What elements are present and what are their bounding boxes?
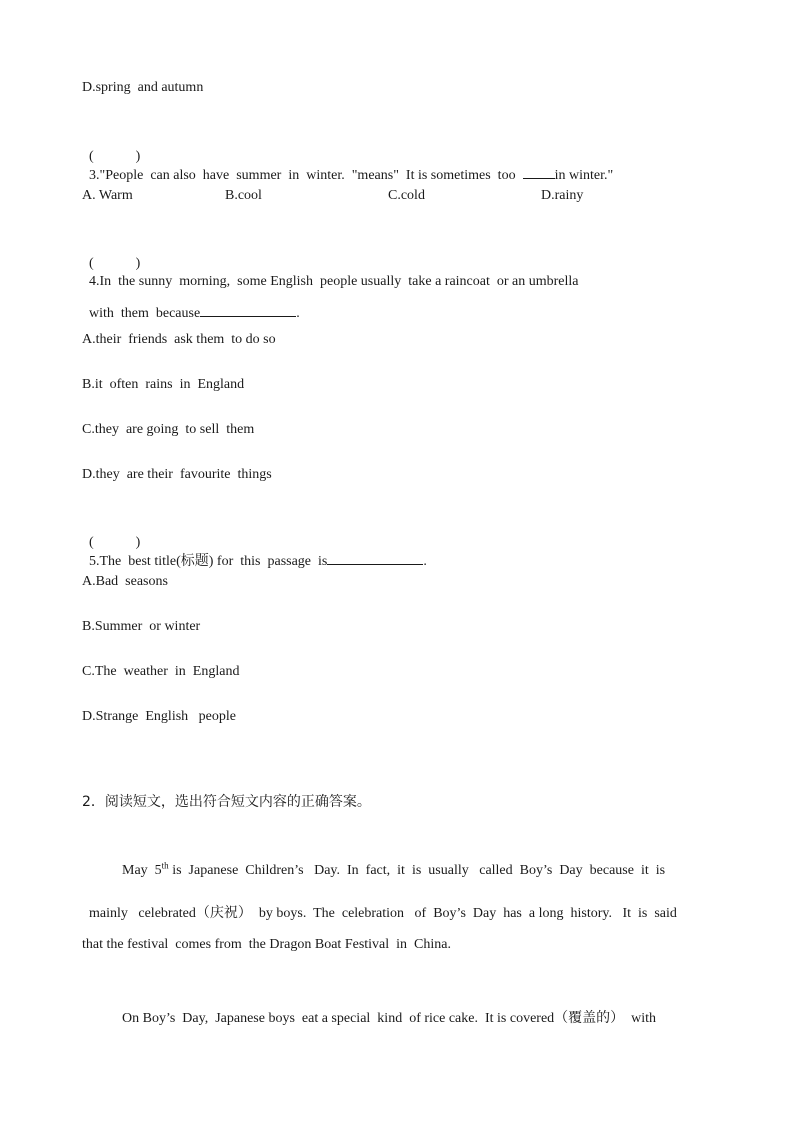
q4-option-b: B.it often rains in England xyxy=(82,377,245,392)
q3-option-c: C.cold xyxy=(388,188,425,203)
passage-superscript-th: th xyxy=(161,860,169,871)
q4-stem-text-2: with them because xyxy=(89,306,201,321)
passage-p1-line1 xyxy=(115,844,665,880)
q3-option-a: A. Warm xyxy=(82,188,133,203)
passage-p1-line2-a: mainly celebrated（ xyxy=(89,906,210,921)
passage-p2-line1-a: On Boy’s Day, Japanese boys eat a special kind of rice cake. It is covered（ xyxy=(122,1011,569,1026)
passage-p1-text-b: is Japanese Children’s Day. In fact, it is usually called Boy’s Day because it is xyxy=(168,863,666,878)
q3-paren: ( ) xyxy=(89,149,141,164)
q5-option-b: B.Summer or winter xyxy=(82,619,201,634)
q5-stem xyxy=(82,516,427,571)
q5-option-c: C.The weather in England xyxy=(82,664,240,679)
q3-stem xyxy=(82,130,613,185)
q4-stem-line2 xyxy=(82,286,300,323)
passage-p2-line1-chinese: 覆盖的 xyxy=(568,1010,611,1026)
q3-blank xyxy=(523,166,555,179)
q4-stem-end: . xyxy=(296,306,300,321)
q4-option-c: C.they are going to sell them xyxy=(82,422,255,437)
q5-option-a: A.Bad seasons xyxy=(82,574,168,589)
q5-option-d: D.Strange English people xyxy=(82,709,236,724)
passage-p1-text-a: May 5 xyxy=(122,863,162,878)
q2-option-d: D.spring and autumn xyxy=(82,80,204,95)
passage-p1-line2-b: ） by boys. The celebration of Boy’s Day has a long history. It is said xyxy=(237,906,677,921)
q5-stem-chinese: 标题 xyxy=(180,553,209,569)
q4-option-a: A.their friends ask them to do so xyxy=(82,332,276,347)
q4-paren: ( ) xyxy=(89,256,141,271)
q4-option-d: D.they are their favourite things xyxy=(82,467,272,482)
q3-stem-text-a: 3."People can also have summer in winter. "means" It is sometimes too xyxy=(89,168,523,183)
q3-option-b: B.cool xyxy=(225,188,262,203)
q5-blank xyxy=(327,552,423,565)
q4-stem-line1 xyxy=(82,237,579,291)
passage-p1-line2 xyxy=(82,886,677,923)
q5-stem-text-a: 5.The best title( xyxy=(89,554,181,569)
q3-option-d: D.rainy xyxy=(541,188,584,203)
q5-stem-text-b: ) for this passage is xyxy=(208,554,328,569)
q5-paren: ( ) xyxy=(89,535,141,550)
passage-p1-line3: that the festival comes from the Dragon Boat Festival in China. xyxy=(82,937,451,952)
q3-options xyxy=(82,187,702,205)
passage-p2-line1-b: ） with xyxy=(610,1011,657,1026)
q5-stem-end: . xyxy=(423,554,427,569)
q4-blank xyxy=(200,304,296,317)
section-2-heading: 2．阅读短文，选出符合短文内容的正确答案。 xyxy=(82,794,371,810)
passage-p2-line1 xyxy=(115,991,656,1028)
passage-p1-line2-chinese: 庆祝 xyxy=(209,905,238,921)
q3-stem-text-b: in winter." xyxy=(554,168,614,183)
q4-stem-text: 4.In the sunny morning, some English people usually take a raincoat or an umbrella xyxy=(89,274,579,289)
